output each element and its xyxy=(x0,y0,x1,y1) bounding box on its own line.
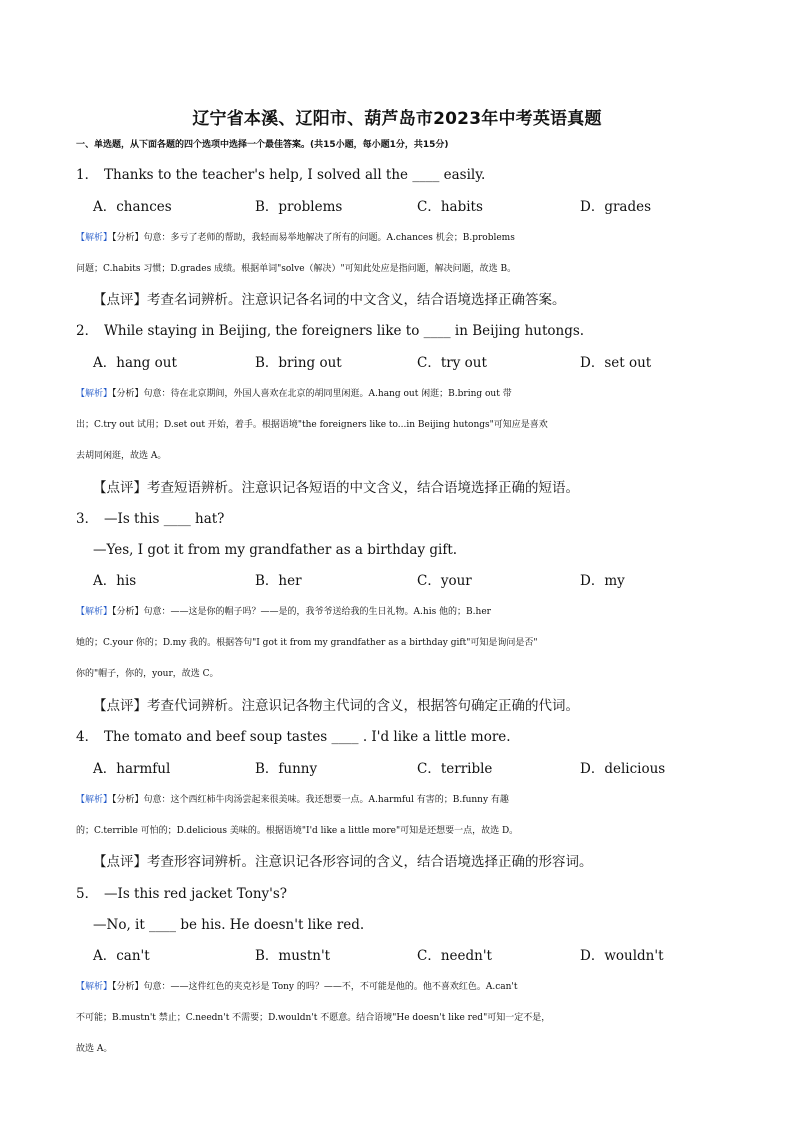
question-1-option-a: A．chances xyxy=(93,199,172,215)
question-5-option-d: D．wouldn't xyxy=(580,948,664,964)
fenxi-tag: 【分析】 xyxy=(112,607,144,617)
fenxi-tag: 【分析】 xyxy=(112,233,144,243)
question-5-analysis-line-3: 故选 A。 xyxy=(76,1044,113,1054)
question-4-analysis-line-1: 【解析】【分析】句意：这个西红柿牛肉汤尝起来很美味。我还想要一点。A.harmful 有害的；B.funny 有趣 xyxy=(76,795,509,805)
question-3-option-a: A．his xyxy=(93,573,137,589)
question-5-option-b: B．mustn't xyxy=(255,948,331,964)
question-1-analysis-line-2: 问题；C.habits 习惯；D.grades 成绩。根据单词"solve（解决）"可知此处应是指问题，解决问题，故选 B。 xyxy=(76,264,517,274)
fenxi-tag: 【分析】 xyxy=(112,795,144,805)
analysis-tag: 【解析】 xyxy=(76,982,113,992)
question-1-review: 【点评】考查名词辨析。注意识记各名词的中文含义，结合语境选择正确答案。 xyxy=(93,292,566,308)
review-tag: 【点评】 xyxy=(93,292,147,308)
review-tag: 【点评】 xyxy=(93,480,147,496)
question-4-option-a: A．harmful xyxy=(93,761,171,777)
question-2-analysis-line-1: 【解析】【分析】句意：待在北京期间，外国人喜欢在北京的胡同里闲逛。A.hang out 闲逛；B.bring out 带 xyxy=(76,389,512,399)
question-1-option-c: C．habits xyxy=(417,199,483,215)
fenxi-tag: 【分析】 xyxy=(112,982,144,992)
question-3-stem: 3． —Is this ____ hat? xyxy=(76,511,225,527)
question-5-stem: 5． —Is this red jacket Tony's? xyxy=(76,886,288,902)
question-3-stem-reply: —Yes, I got it from my grandfather as a birthday gift. xyxy=(93,542,458,558)
question-2-option-b: B．bring out xyxy=(255,355,342,371)
question-3-analysis-line-2: 她的；C.your 你的；D.my 我的。根据答句"I got it from my grandfather as a birthday gift"可知是询问是否" xyxy=(76,638,538,648)
question-5-stem-reply: —No, it ____ be his. He doesn't like red. xyxy=(93,917,365,933)
question-number: 3． xyxy=(76,511,99,527)
question-5-analysis-line-2: 不可能；B.mustn't 禁止；C.needn't 不需要；D.wouldn't 不愿意。结合语境"He doesn't like red"可知一定不是， xyxy=(76,1013,551,1023)
question-3-review: 【点评】考查代词辨析。注意识记各物主代词的含义，根据答句确定正确的代词。 xyxy=(93,698,579,714)
question-4-option-b: B．funny xyxy=(255,761,318,777)
question-4-option-d: D．delicious xyxy=(580,761,666,777)
question-4-analysis-line-2: 的；C.terrible 可怕的；D.delicious 美味的。根据语境"I'd like a little more"可知是还想要一点，故选 D。 xyxy=(76,826,519,836)
fenxi-tag: 【分析】 xyxy=(112,389,144,399)
question-number: 2． xyxy=(76,323,99,339)
question-3-option-d: D．my xyxy=(580,573,625,589)
question-4-review: 【点评】考查形容词辨析。注意识记各形容词的含义，结合语境选择正确的形容词。 xyxy=(93,854,593,870)
question-2-option-a: A．hang out xyxy=(93,355,177,371)
question-1-option-b: B．problems xyxy=(255,199,343,215)
analysis-tag: 【解析】 xyxy=(76,607,113,617)
question-4-option-c: C．terrible xyxy=(417,761,493,777)
question-2-analysis-line-3: 去胡同闲逛，故选 A。 xyxy=(76,451,167,461)
question-2-stem: 2． While staying in Beijing, the foreigners like to ____ in Beijing hutongs. xyxy=(76,323,585,339)
question-2-option-d: D．set out xyxy=(580,355,652,371)
question-3-option-c: C．your xyxy=(417,573,472,589)
question-5-analysis-line-1: 【解析】【分析】句意：——这件红色的夹克衫是 Tony 的吗？——不，不可能是他的。他不喜欢红色。A.can't xyxy=(76,982,518,992)
question-5-option-c: C．needn't xyxy=(417,948,492,964)
analysis-tag: 【解析】 xyxy=(76,795,113,805)
question-1-option-d: D．grades xyxy=(580,199,652,215)
page-title: 辽宁省本溪、辽阳市、葫芦岛市2023年中考英语真题 xyxy=(192,109,602,129)
question-3-analysis-line-3: 你的"帽子，你的，your，故选 C。 xyxy=(76,669,219,679)
review-tag: 【点评】 xyxy=(93,854,147,870)
question-2-option-c: C．try out xyxy=(417,355,487,371)
question-2-analysis-line-2: 出；C.try out 试用；D.set out 开始，着手。根据语境"the foreigners like to...in Beijing hutongs"可知应是喜欢 xyxy=(76,420,548,430)
question-number: 1． xyxy=(76,167,99,183)
question-4-stem: 4． The tomato and beef soup tastes ____ . I'd like a little more. xyxy=(76,729,511,745)
question-3-option-b: B．her xyxy=(255,573,302,589)
question-2-review: 【点评】考查短语辨析。注意识记各短语的中文含义，结合语境选择正确的短语。 xyxy=(93,480,579,496)
analysis-tag: 【解析】 xyxy=(76,389,113,399)
analysis-tag: 【解析】 xyxy=(76,233,113,243)
question-5-option-a: A．can't xyxy=(93,948,150,964)
question-3-analysis-line-1: 【解析】【分析】句意：——这是你的帽子吗？——是的，我爷爷送给我的生日礼物。A.his 他的；B.her xyxy=(76,607,491,617)
question-1-analysis-line-1: 【解析】【分析】句意：多亏了老师的帮助，我轻而易举地解决了所有的问题。A.chances 机会；B.problems xyxy=(76,233,515,243)
question-number: 4． xyxy=(76,729,99,745)
review-tag: 【点评】 xyxy=(93,698,147,714)
section-heading: 一、单选题，从下面各题的四个选项中选择一个最佳答案。(共15小题，每小题1分，共15分) xyxy=(76,140,449,150)
question-number: 5． xyxy=(76,886,99,902)
question-1-stem: 1． Thanks to the teacher's help, I solved all the ____ easily. xyxy=(76,167,486,183)
